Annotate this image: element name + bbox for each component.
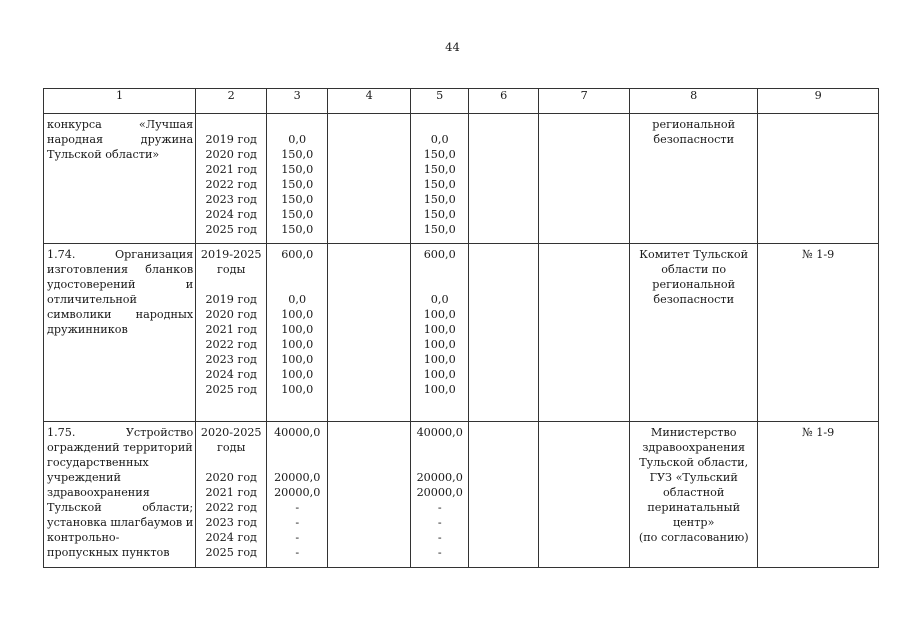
cell-line: - <box>437 531 442 544</box>
period-cell <box>196 244 267 422</box>
cell-line: 40000,0 <box>416 426 463 439</box>
cell-line: перинатальный <box>647 501 741 514</box>
cell-line: 2023 год <box>205 516 257 529</box>
cell-line: годы <box>217 263 246 276</box>
cell-line: 100,0 <box>281 353 314 366</box>
cell-line: 2020 год <box>205 308 257 321</box>
cell-line: 150,0 <box>423 148 456 161</box>
cell-line: региональной <box>652 278 736 291</box>
other-cell <box>539 422 630 568</box>
cell-line <box>414 117 465 132</box>
cell-line: годы <box>217 441 246 454</box>
cell-line: 20000,0 <box>274 471 321 484</box>
total-cell <box>267 114 328 244</box>
cell-line: ГУЗ «Тульский <box>649 471 738 484</box>
federal-cell <box>328 244 411 422</box>
header-cell: 5 <box>411 89 469 114</box>
cell-line: № 1-9 <box>802 248 835 261</box>
cell-line: 100,0 <box>281 368 314 381</box>
indicator-cell <box>758 422 879 568</box>
cell-line: - <box>295 546 300 559</box>
cell-line: области по <box>661 263 727 276</box>
local-cell <box>469 114 539 244</box>
cell-line: Комитет Тульской <box>639 248 749 261</box>
description-line: символики народных <box>47 308 194 321</box>
cell-line: 20000,0 <box>416 486 463 499</box>
cell-line: 2021 год <box>205 323 257 336</box>
cell-line: 0,0 <box>430 133 449 146</box>
table-row <box>44 422 879 568</box>
cell-line: 20000,0 <box>274 486 321 499</box>
period-cell <box>196 114 267 244</box>
cell-line: 0,0 <box>430 293 449 306</box>
cell-line: 2022 год <box>205 338 257 351</box>
description-line: контрольно- <box>47 531 120 544</box>
cell-line: центр» <box>672 516 715 529</box>
cell-line: безопасности <box>653 133 735 146</box>
cell-line: Министерство <box>650 426 737 439</box>
cell-line: 600,0 <box>423 248 456 261</box>
cell-line: 2024 год <box>205 368 257 381</box>
cell-line: 100,0 <box>423 308 456 321</box>
description-line: пропускных пунктов <box>47 546 170 559</box>
description-line: изготовления бланков <box>47 263 194 276</box>
cell-line: 2019-2025 <box>200 248 262 261</box>
federal-cell <box>328 114 411 244</box>
cell-line: 0,0 <box>288 133 307 146</box>
cell-line: 2025 год <box>205 546 257 559</box>
cell-line: 2023 год <box>205 353 257 366</box>
header-cell: 8 <box>630 89 758 114</box>
description-line: конкурса «Лучшая <box>47 118 194 131</box>
executor-cell <box>630 114 758 244</box>
cell-line: 150,0 <box>423 178 456 191</box>
header-cell: 2 <box>196 89 267 114</box>
cell-line: 100,0 <box>423 368 456 381</box>
cell-line: 40000,0 <box>274 426 321 439</box>
regional-cell <box>411 244 469 422</box>
period-cell <box>196 422 267 568</box>
cell-line <box>414 277 465 292</box>
cell-line: региональной <box>652 118 736 131</box>
federal-cell <box>328 422 411 568</box>
indicator-cell <box>758 114 879 244</box>
header-cell: 7 <box>539 89 630 114</box>
cell-line <box>414 455 465 470</box>
regional-cell <box>411 114 469 244</box>
cell-line: 2021 год <box>205 486 257 499</box>
cell-line <box>414 440 465 455</box>
header-cell: 9 <box>758 89 879 114</box>
cell-line <box>270 455 324 470</box>
cell-line: 100,0 <box>281 383 314 396</box>
cell-line: № 1-9 <box>802 426 835 439</box>
cell-line: 100,0 <box>423 338 456 351</box>
executor-cell <box>630 422 758 568</box>
cell-line: (по согласованию) <box>638 531 749 544</box>
description-line: установка шлагбаумов и <box>47 516 194 529</box>
cell-line: безопасности <box>653 293 735 306</box>
cell-line: - <box>295 531 300 544</box>
cell-line: 2025 год <box>205 223 257 236</box>
other-cell <box>539 244 630 422</box>
description-line: 1.74. Организация <box>47 248 194 261</box>
cell-line: 150,0 <box>281 208 314 221</box>
description-line: удостоверений и <box>47 278 194 291</box>
total-cell <box>267 244 328 422</box>
description-line: народная дружина <box>47 133 194 146</box>
cell-line <box>199 117 263 132</box>
table-row <box>44 244 879 422</box>
description-cell <box>44 114 196 244</box>
description-line: Тульской области» <box>47 148 160 161</box>
cell-line: Тульской области, <box>639 456 749 469</box>
total-cell <box>267 422 328 568</box>
cell-line: 0,0 <box>288 293 307 306</box>
cell-line: 100,0 <box>423 383 456 396</box>
description-line: государственных <box>47 456 149 469</box>
cell-line <box>270 262 324 277</box>
cell-line: 150,0 <box>281 163 314 176</box>
cell-line: областной <box>663 486 725 499</box>
description-line: учреждений <box>47 471 121 484</box>
cell-line <box>199 455 263 470</box>
header-cell: 4 <box>328 89 411 114</box>
cell-line <box>414 262 465 277</box>
cell-line: - <box>295 516 300 529</box>
cell-line: 2023 год <box>205 193 257 206</box>
cell-line: 150,0 <box>423 163 456 176</box>
cell-line: 150,0 <box>281 223 314 236</box>
description-line: отличительной <box>47 293 137 306</box>
cell-line: 100,0 <box>281 308 314 321</box>
indicator-cell <box>758 244 879 422</box>
cell-line: 150,0 <box>423 223 456 236</box>
description-line: дружинников <box>47 323 128 336</box>
header-cell: 1 <box>44 89 196 114</box>
description-line: ограждений территорий <box>47 441 193 454</box>
cell-line: 2022 год <box>205 501 257 514</box>
header-cell: 3 <box>267 89 328 114</box>
cell-line: 2020 год <box>205 471 257 484</box>
cell-line: 2020-2025 <box>200 426 262 439</box>
local-cell <box>469 244 539 422</box>
description-cell <box>44 244 196 422</box>
cell-line: 2019 год <box>205 293 257 306</box>
cell-line <box>199 277 263 292</box>
cell-line: 2019 год <box>205 133 257 146</box>
description-line: Тульской области; <box>47 501 194 514</box>
header-row <box>44 89 879 114</box>
program-table <box>43 88 879 568</box>
cell-line: здравоохранения <box>642 441 746 454</box>
cell-line: 2024 год <box>205 208 257 221</box>
description-line: здравоохранения <box>47 486 150 499</box>
cell-line: 100,0 <box>281 323 314 336</box>
regional-cell <box>411 422 469 568</box>
description-cell <box>44 422 196 568</box>
page-number: 44 <box>445 40 460 54</box>
cell-line: 100,0 <box>423 323 456 336</box>
cell-line: 150,0 <box>281 178 314 191</box>
executor-cell <box>630 244 758 422</box>
cell-line: - <box>437 501 442 514</box>
cell-line <box>270 440 324 455</box>
cell-line <box>270 277 324 292</box>
cell-line: 150,0 <box>281 193 314 206</box>
cell-line: 2022 год <box>205 178 257 191</box>
table-row <box>44 114 879 244</box>
cell-line: 2020 год <box>205 148 257 161</box>
cell-line: 150,0 <box>281 148 314 161</box>
cell-line: 100,0 <box>423 353 456 366</box>
cell-line: 2025 год <box>205 383 257 396</box>
header-cell: 6 <box>469 89 539 114</box>
cell-line: 2024 год <box>205 531 257 544</box>
cell-line: 600,0 <box>281 248 314 261</box>
cell-line: 20000,0 <box>416 471 463 484</box>
cell-line: 150,0 <box>423 208 456 221</box>
description-line: 1.75. Устройство <box>47 426 194 439</box>
cell-line: 150,0 <box>423 193 456 206</box>
cell-line: 2021 год <box>205 163 257 176</box>
cell-line: - <box>437 516 442 529</box>
cell-line: - <box>437 546 442 559</box>
local-cell <box>469 422 539 568</box>
cell-line <box>270 117 324 132</box>
other-cell <box>539 114 630 244</box>
cell-line: 100,0 <box>281 338 314 351</box>
cell-line: - <box>295 501 300 514</box>
